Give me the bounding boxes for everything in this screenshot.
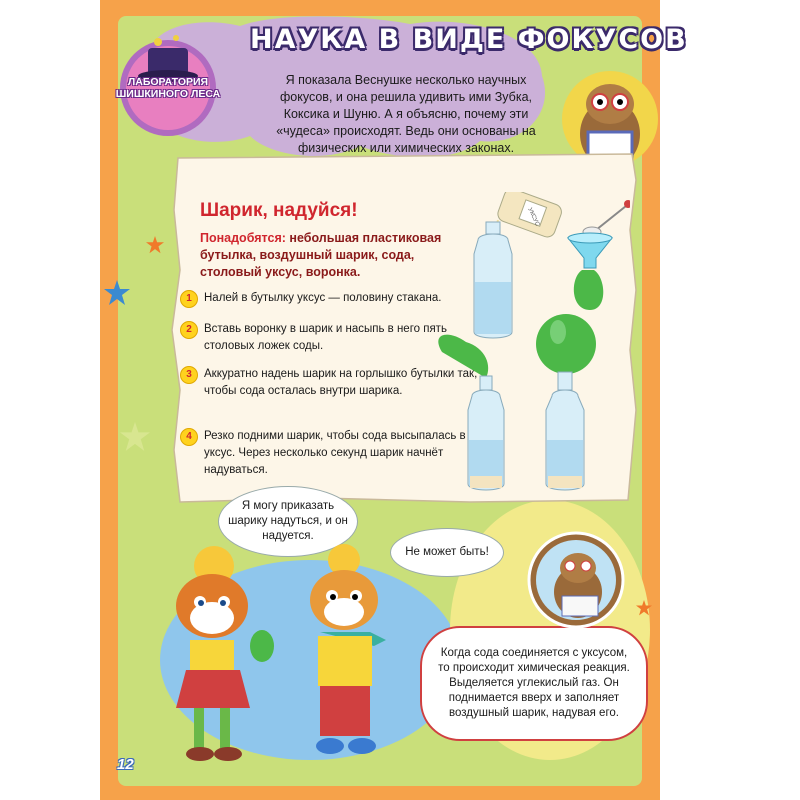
balloon-icon [574,270,603,310]
materials-text: небольшая пластиковая бутылка, воздушный шарик, сода, столовый уксус, воронка. [200,231,442,279]
vinegar-bottle-label: УКСУС [526,207,541,228]
balloon-icon [438,335,488,378]
experiment-title: Шарик, надуйся! [200,200,358,221]
step-number: 2 [180,321,198,339]
star-decoration-icon [146,236,164,254]
star-decoration-icon [636,600,652,616]
step-number: 4 [180,428,198,446]
step-text: Резко подними шарик, чтобы сода высыпалась в уксус. Через несколько секунд шарик начнёт надуваться. [204,430,466,476]
experiment-illustration [430,192,630,502]
fox-boy-character-icon [290,540,400,770]
star-decoration-icon [104,280,130,306]
materials-label: Понадобятся: [200,231,286,245]
owl-character-icon [526,530,626,630]
balloon-icon [536,314,596,374]
step-text: Вставь воронку в шарик и насыпь в него пять столовых ложек соды. [204,323,447,352]
explanation-bubble: Когда сода соединяется с уксусом, то происходит химическая реакция. Выделяется углекислый газ. Он поднимается вверх и заполняет воздушный шарик, надувая его. [420,626,648,741]
speech-bubble-girl: Я могу приказать шарику надуться, и он надуется. [218,486,358,557]
bottle-icon [468,376,504,490]
bottle-icon [546,372,584,490]
funnel-icon [568,233,612,268]
vinegar-bottle-icon [496,192,564,239]
fox-girl-character-icon [150,540,280,770]
step-number: 3 [180,366,198,384]
step-text: Налей в бутылку уксус — половину стакана. [204,292,442,304]
bottle-icon [474,222,512,338]
intro-text: Я показала Веснушке несколько научных фокусов, и она решила удивить ими Зубка, Коксика и Шуню. А я объясню, почему эти «чудеса» происходят. Ведь они основаны на физических или химических законах. [276,73,536,155]
speech-bubble-boy: Не может быть! [390,528,504,577]
star-decoration-icon [120,422,150,452]
badge-label: ЛАБОРАТОРИЯ ШИШКИНОГО ЛЕСА [115,76,221,100]
page-number: 12 [117,756,134,773]
step-number: 1 [180,290,198,308]
page-title: НАУКА В ВИДЕ ФОКУСОВ [250,24,688,55]
step-text: Аккуратно надень шарик на горлышко бутылки так, чтобы сода осталась внутри шарика. [204,368,478,397]
